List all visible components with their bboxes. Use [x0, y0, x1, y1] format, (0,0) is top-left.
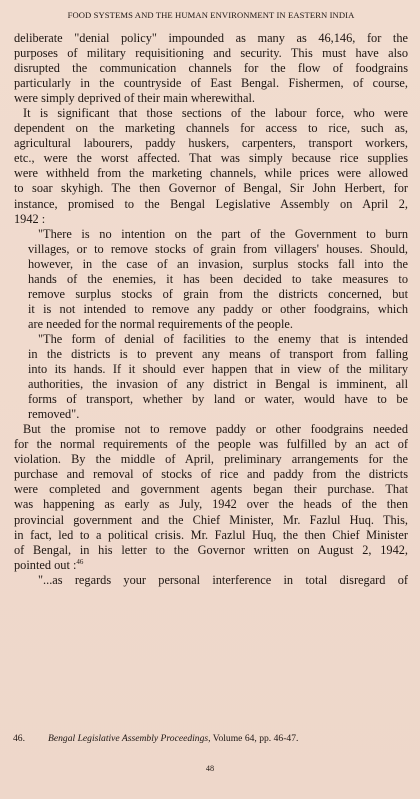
text-line: It is significant that those sections of the labour force, who were: [23, 106, 408, 121]
text-line: to soar skyhigh. The then Governor of Bengal, Sir John Herbert, for: [14, 181, 408, 196]
text-line: removed".: [28, 407, 80, 422]
text-line: were simply deprived of their main wherewithal.: [14, 91, 255, 106]
text-line: were withheld from the marketing channels, while prices were allowed: [14, 166, 408, 181]
text-line: in fact, led to a political crisis. Mr. Fazlul Huq, the then Chief Minister: [14, 527, 408, 542]
text-line: into its hands. If it should ever happen that in view of the military: [28, 362, 408, 377]
text-line: purposes of military requisitioning and security. This must have also: [14, 46, 408, 61]
footnote-source: Bengal Legislative Assembly Proceedings,: [48, 733, 211, 744]
text-line: in the districts is to prevent any means of transport from falling: [28, 346, 408, 361]
text-line: instance, promised to the Bengal Legislative Assembly on April 2,: [14, 196, 408, 211]
text-line: "The form of denial of facilities to the enemy that is intended: [38, 331, 408, 346]
text-line: were completed and government agents began their purchase. That: [14, 482, 408, 497]
text-line: remove surplus stocks of grain from the districts concerned, but: [28, 286, 408, 301]
text-line: But the promise not to remove paddy or other foodgrains needed: [23, 422, 408, 437]
text-line: etc., were the worst affected. That was simply because rice supplies: [14, 151, 408, 166]
text-line: "...as regards your personal interference in total disregard of: [38, 572, 408, 587]
text-line: hands of the enemies, it has been decided to take measures to: [28, 271, 408, 286]
text-line: "There is no intention on the part of the Government to burn: [38, 226, 408, 241]
text-line: violation. By the middle of April, preliminary arrangements for the: [14, 452, 408, 467]
text-line: are needed for the normal requirements of the people.: [28, 316, 293, 331]
text-line: disrupted the communication channels for the flow of foodgrains: [14, 61, 408, 76]
text-line: particularly in the countryside of East Bengal. Fishermen, of course,: [14, 76, 408, 91]
footnote-detail: Volume 64, pp. 46-47.: [210, 733, 299, 744]
footnote-ref: 46: [76, 557, 84, 566]
text-line: pointed out :$^{46}$: [14, 557, 84, 572]
text-line: forms of transport, whether by land or water, would have to be: [28, 392, 408, 407]
text-line: authorities, the invasion of any district in Bengal is imminent, all: [28, 377, 408, 392]
text-line: agricultural labourers, paddy huskers, carpenters, transport workers,: [14, 136, 408, 151]
page-number: 48: [205, 764, 215, 773]
text-line: villages, or to remove stocks of grain from villagers' houses. Should,: [28, 241, 408, 256]
footnote-number: 46.: [13, 733, 25, 744]
text-line: dependent on the marketing channels for access to rice, such as,: [14, 121, 408, 136]
text-line: provincial government and the Chief Minister, Mr. Fazlul Huq. This,: [14, 512, 408, 527]
body-text: [14, 31, 408, 588]
text-line: deliberate "denial policy" impounded as many as 46,146, for the: [14, 31, 408, 45]
text-line: purchase and removal of stocks of rice and paddy from the districts: [14, 467, 408, 482]
running-head: FOOD SYSTEMS AND THE HUMAN ENVIRONMENT IN EASTERN INDIA: [67, 10, 355, 20]
text-line: of Bengal, in his letter to the Governor written on August 2, 1942,: [14, 542, 408, 557]
text-line: it is not intended to remove any paddy or other foodgrains, which: [28, 301, 408, 316]
text-line: however, in the case of an invasion, surplus stocks fall into the: [28, 256, 408, 271]
footnote: [13, 733, 407, 744]
text-line: was happening as early as July, 1942 over the heads of the then: [14, 497, 408, 512]
text-line: for the normal requirements of the people was fulfilled by an act of: [14, 437, 408, 452]
text-line: 1942 :: [14, 211, 46, 226]
